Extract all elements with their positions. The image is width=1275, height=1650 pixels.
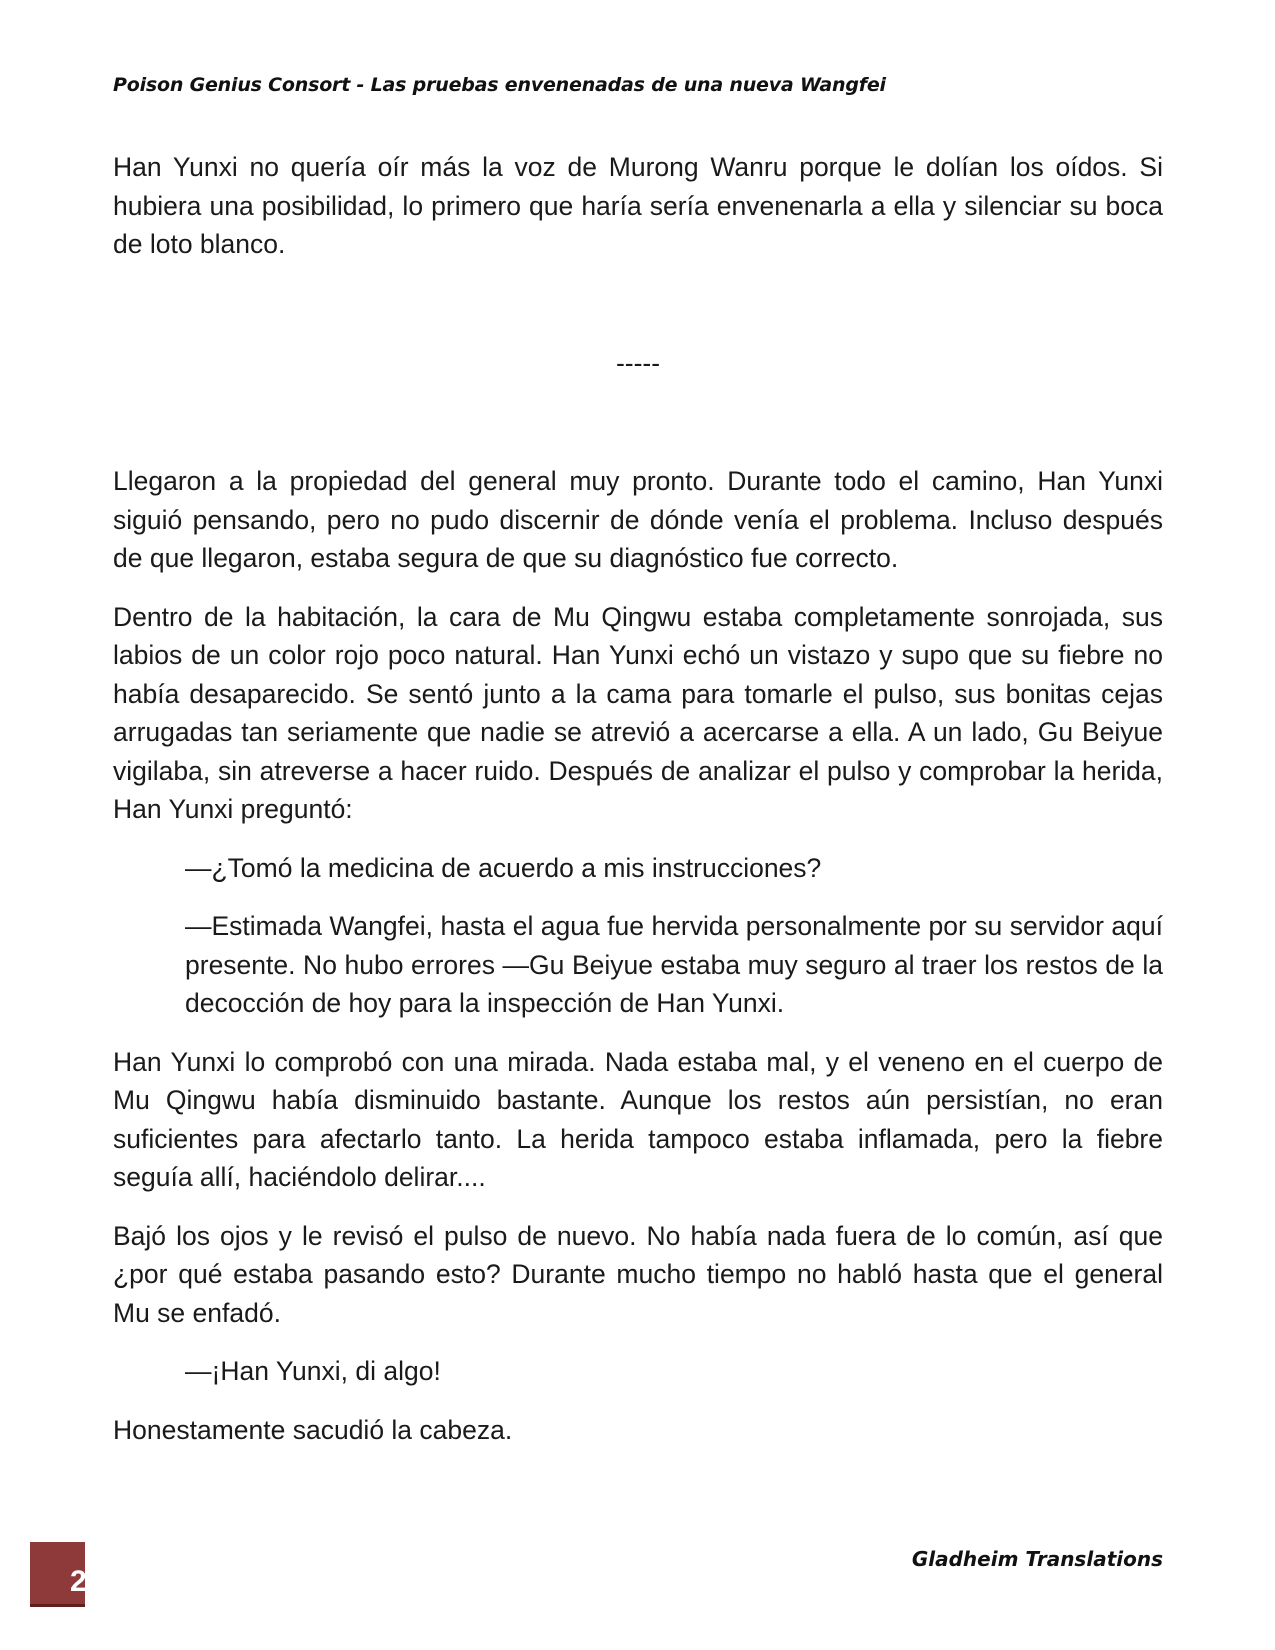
page-number: 2	[70, 1565, 87, 1598]
dialogue-line: —¡Han Yunxi, di algo!	[185, 1356, 441, 1386]
paragraph: Llegaron a la propiedad del general muy pronto. Durante todo el camino, Han Yunxi siguió pensando, pero no pudo discernir de dónde venía el problema. Incluso después de que llegaron, estaba segura de que su diagnóstico fue correcto.	[113, 466, 1163, 573]
paragraph: Han Yunxi no quería oír más la voz de Murong Wanru porque le dolían los oídos. Si hubiera una posibilidad, lo primero que haría sería envenenarla a ella y silenciar su boca de loto blanco.	[113, 152, 1163, 259]
body-text	[113, 148, 1163, 1469]
dialogue-line: —Estimada Wangfei, hasta el agua fue hervida personalmente por su servidor aquí presente. No hubo errores —Gu Beiyue estaba muy seguro al traer los restos de la decocción de hoy para la inspección de Han Yunxi.	[185, 911, 1163, 1018]
paragraph: Dentro de la habitación, la cara de Mu Qingwu estaba completamente sonrojada, sus labios de un color rojo poco natural. Han Yunxi echó un vistazo y supo que su fiebre no había desaparecido. Se sentó junto a la cama para tomarle el pulso, sus bonitas cejas arrugadas tan seriamente que nadie se atrevió a acercarse a ella. A un lado, Gu Beiyue vigilaba, sin atreverse a hacer ruido. Después de analizar el pulso y comprobar la herida, Han Yunxi preguntó:	[113, 601, 1163, 824]
paragraph: Honestamente sacudió la cabeza.	[113, 1414, 513, 1445]
dialogue-line: —¿Tomó la medicina de acuerdo a mis instrucciones?	[185, 852, 822, 883]
running-header: Poison Genius Consort - Las pruebas envenenadas de una nueva Wangfei	[113, 74, 886, 96]
scene-divider: -----	[615, 347, 661, 378]
paragraph: Bajó los ojos y le revisó el pulso de nuevo. No había nada fuera de lo común, así que ¿por qué estaba pasando esto? Durante mucho tiempo no habló hasta que el general Mu se enfadó.	[113, 1220, 1163, 1328]
paragraph: Han Yunxi lo comprobó con una mirada. Nada estaba mal, y el veneno en el cuerpo de Mu Qingwu había disminuido bastante. Aunque los restos aún persistían, no eran suficientes para afectarlo tanto. La herida tampoco estaba inflamada, pero la fiebre seguía allí, haciéndolo delirar....	[113, 1046, 1163, 1192]
translator-credit: Gladheim Translations	[911, 1547, 1163, 1571]
page-number-underline	[30, 1604, 85, 1607]
